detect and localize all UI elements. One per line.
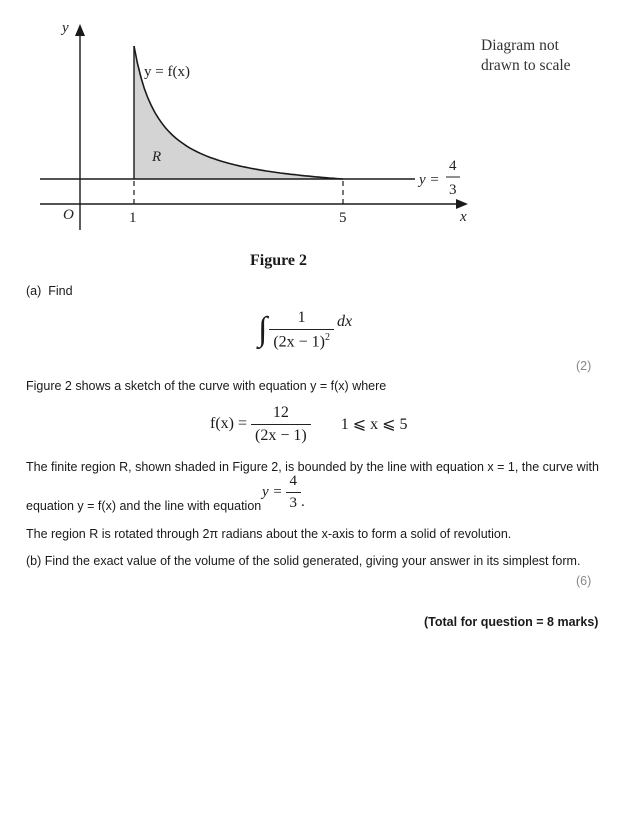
line-label-numerator: 4 bbox=[449, 158, 457, 174]
part-a-prefix: (a) bbox=[26, 284, 42, 298]
part-b-marks: (6) bbox=[576, 574, 592, 588]
function-denominator: (2x − 1) bbox=[251, 424, 311, 445]
part-a-marks: (2) bbox=[576, 359, 592, 373]
equation-period: . bbox=[301, 493, 305, 510]
integrand-denominator bbox=[269, 329, 334, 351]
part-a-prompt bbox=[26, 284, 73, 298]
integrand-fraction bbox=[269, 309, 334, 351]
integral-dx: dx bbox=[337, 313, 353, 330]
x-axis-arrow-icon bbox=[456, 199, 468, 209]
function-fraction bbox=[251, 404, 311, 445]
line-label-lhs: y = bbox=[419, 172, 440, 188]
equation-numerator: 4 bbox=[289, 472, 298, 489]
integrand-numerator: 1 bbox=[297, 308, 306, 326]
integrand-power: 2 bbox=[325, 331, 331, 343]
curve-label: y = f(x) bbox=[144, 64, 190, 80]
x-axis-label: x bbox=[460, 209, 467, 225]
equation-denominator: 3 bbox=[286, 492, 302, 512]
part-a-text: Find bbox=[48, 284, 73, 298]
diagram-note-line-1: Diagram not bbox=[481, 37, 559, 54]
diagram-note-line-2: drawn to scale bbox=[481, 57, 571, 74]
y-axis-arrow-icon bbox=[75, 24, 85, 36]
description-line-1: Figure 2 shows a sketch of the curve with equation y = f(x) where bbox=[26, 379, 387, 393]
x-tick-label-1: 1 bbox=[129, 210, 137, 226]
equation-lhs: y = bbox=[262, 483, 283, 500]
function-lhs: f(x) = bbox=[210, 415, 248, 432]
region-description: The finite region R, shown shaded in Figure 2, is bounded by the line with equation x = 1, the curve with bbox=[26, 460, 599, 474]
equation-y-equals-4-over-3 bbox=[262, 472, 305, 512]
y-axis-label: y bbox=[62, 20, 69, 36]
function-numerator: 12 bbox=[272, 403, 289, 421]
part-b-prompt: (b) Find the exact value of the volume of the solid generated, giving your answer in its simplest form. bbox=[26, 554, 581, 568]
rotation-description: The region R is rotated through 2π radians about the x-axis to form a solid of revolution. bbox=[26, 527, 512, 541]
function-domain: 1 ⩽ x ⩽ 5 bbox=[340, 416, 408, 433]
line-label-denominator: 3 bbox=[449, 182, 457, 198]
equation-fraction bbox=[286, 473, 302, 512]
total-marks: (Total for question = 8 marks) bbox=[424, 615, 599, 629]
diagram-note bbox=[481, 36, 571, 76]
part-a-integral bbox=[258, 306, 352, 354]
function-definition bbox=[210, 402, 408, 446]
origin-label: O bbox=[63, 207, 74, 223]
x-tick-label-5: 5 bbox=[339, 210, 347, 226]
equation-line: equation y = f(x) and the line with equation bbox=[26, 499, 262, 513]
region-label: R bbox=[152, 149, 162, 165]
figure-caption: Figure 2 bbox=[250, 252, 308, 269]
integrand-denominator-base: (2x − 1) bbox=[273, 333, 326, 351]
integral-sign: ∫ bbox=[258, 311, 268, 348]
